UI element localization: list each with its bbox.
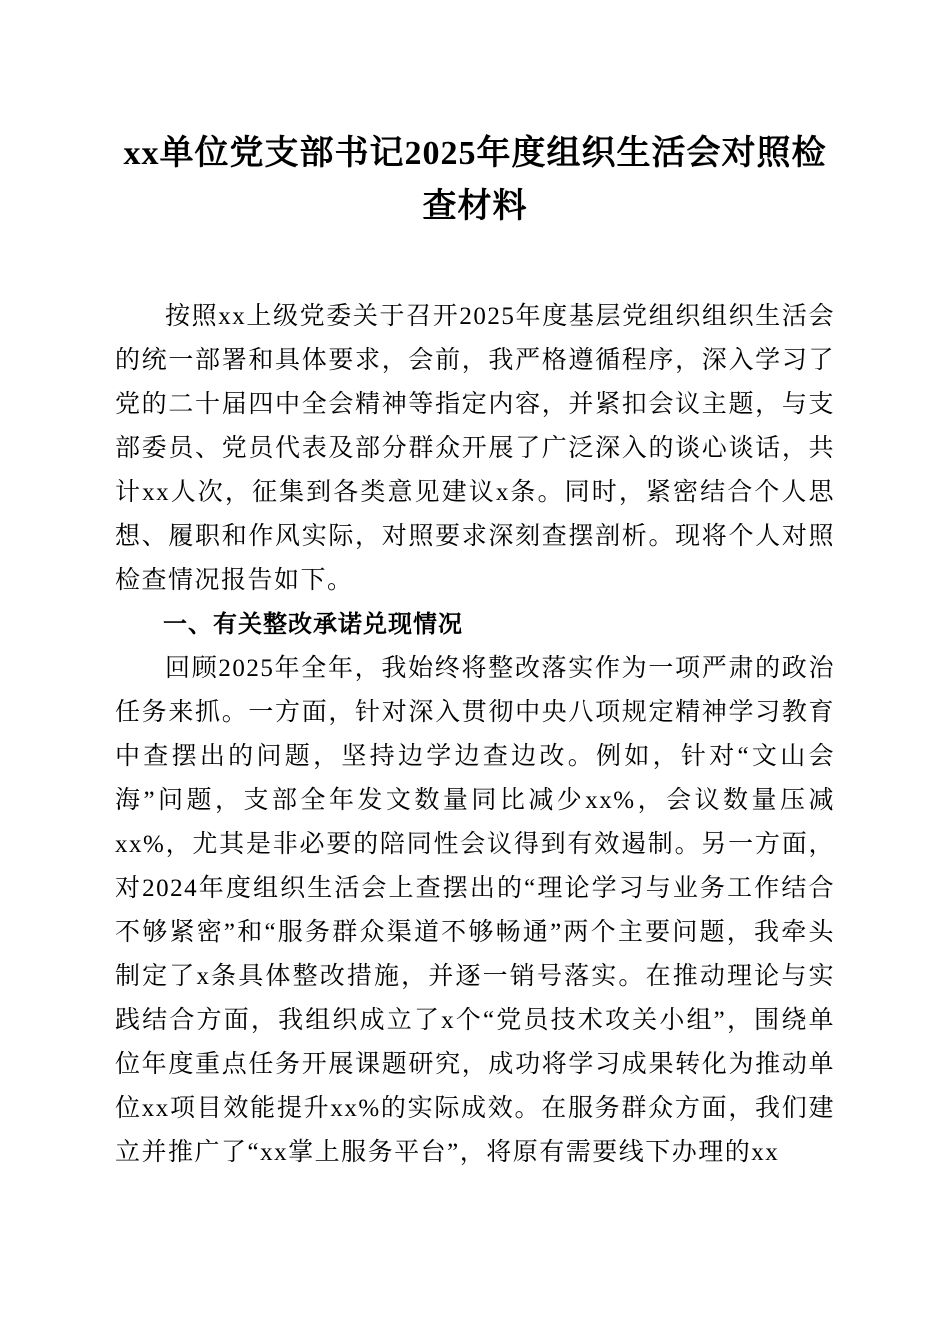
document-title: xx单位党支部书记2025年度组织生活会对照检查材料 xyxy=(123,135,827,225)
paragraph-intro: 按照xx上级党委关于召开2025年度基层党组织组织生活会的统一部署和具体要求，会前，我严格遵循程序，深入学习了党的二十届四中全会精神等指定内容，并紧扣会议主题，与支部委员、党员代表及部分群众开展了广泛深入的谈心谈话，共计xx人次，征集到各类意见建议x条。同时，紧密结合个人思想、履职和作风实际，对照要求深刻查摆剖析。现将个人对照检查情况报告如下。 xyxy=(115,303,835,595)
section-heading-1: 一、有关整改承诺兑现情况 xyxy=(163,611,463,639)
paragraph-section-1-body: 回顾2025年全年，我始终将整改落实作为一项严肃的政治任务来抓。一方面，针对深入贯彻中央八项规定精神学习教育中查摆出的问题，坚持边学边查边改。例如，针对“文山会海”问题，支部全年发文数量同比减少xx%，会议数量压减xx%，尤其是非必要的陪同性会议得到有效遏制。另一方面，对2024年度组织生活会上查摆出的“理论学习与业务工作结合不够紧密”和“服务群众渠道不够畅通”两个主要问题，我牵头制定了x条具体整改措施，并逐一销号落实。在推动理论与实践结合方面，我组织成立了x个“党员技术攻关小组”，围绕单位年度重点任务开展课题研究，成功将学习成果转化为推动单位xx项目效能提升xx%的实际成效。在服务群众方面，我们建立并推广了“xx掌上服务平台”，将原有需要线下办理的xx xyxy=(115,655,835,1167)
